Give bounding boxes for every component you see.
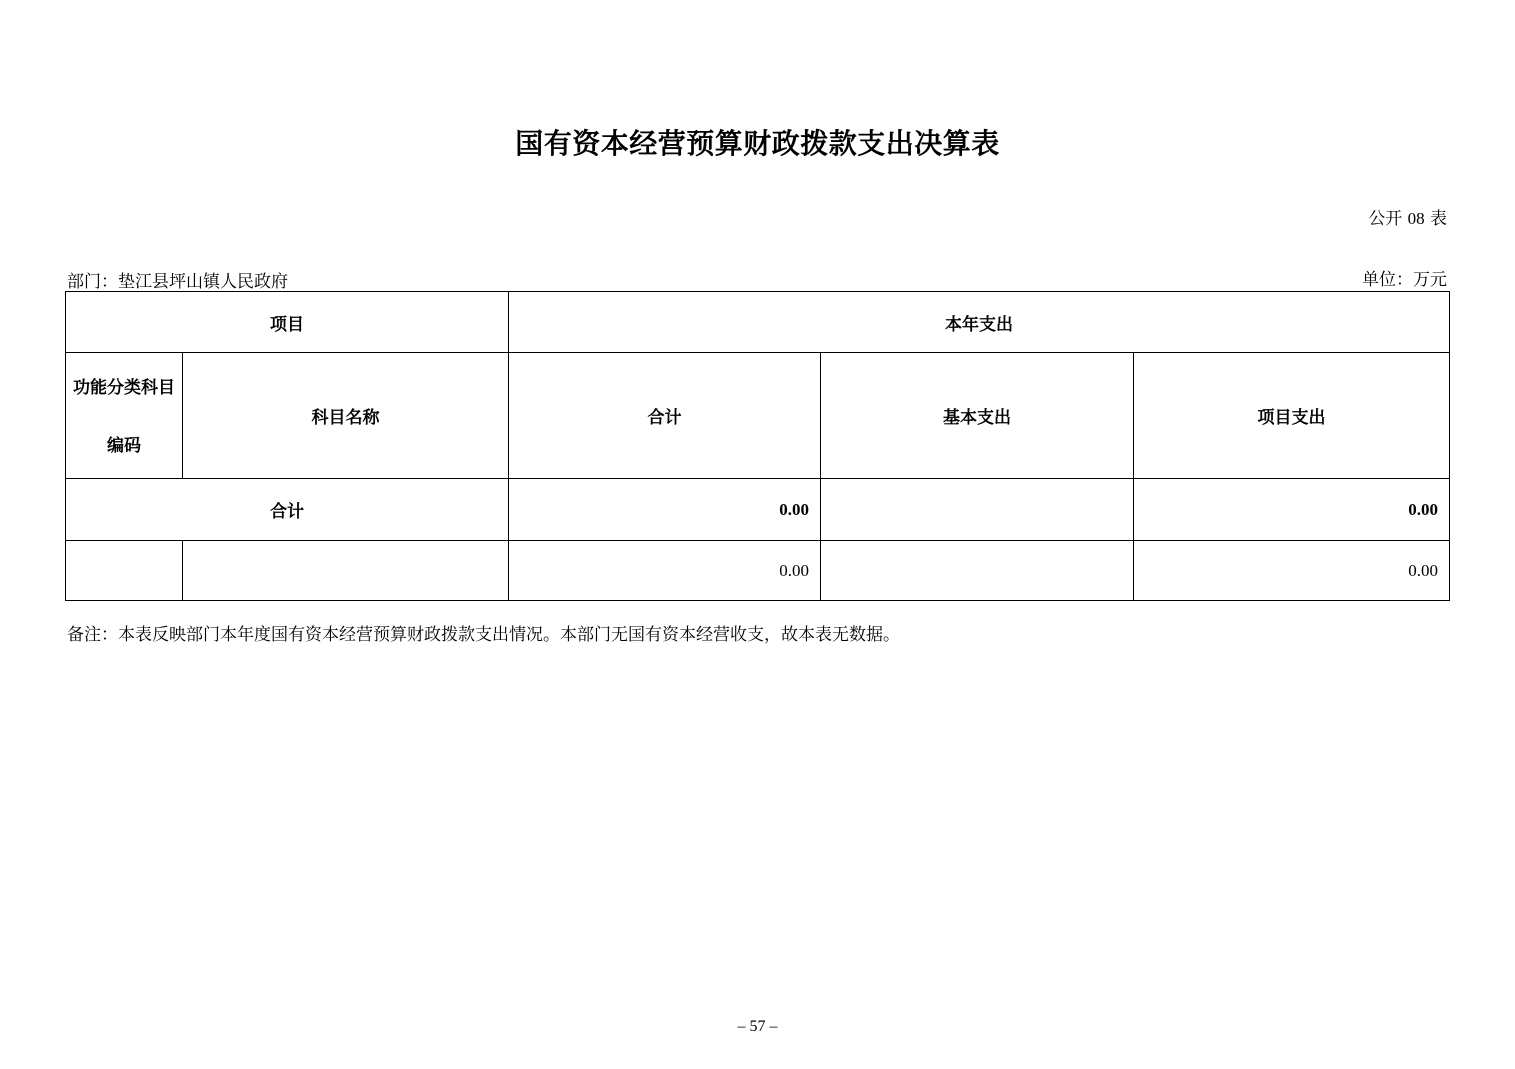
header-subject-name: 科目名称: [183, 353, 509, 479]
row-project: 0.00: [1134, 541, 1450, 601]
header-total: 合计: [509, 353, 821, 479]
total-row-project: 0.00: [1134, 479, 1450, 541]
group-header-row: [66, 292, 1450, 353]
total-row-label: 合计: [66, 479, 509, 541]
column-header-row: [66, 353, 1450, 479]
department-label: 部门：垫江县坪山镇人民政府: [67, 272, 288, 292]
total-row-basic: [821, 479, 1134, 541]
row-basic: [821, 541, 1134, 601]
header-function-code-line2: 编码: [107, 435, 141, 456]
form-suffix: 表: [1430, 209, 1447, 229]
table-row: [66, 541, 1450, 601]
form-number: 08: [1407, 209, 1425, 228]
header-function-code-line1: 功能分类科目: [73, 377, 175, 398]
unit-label: 单位：万元: [1362, 270, 1447, 290]
header-project-expense: 项目支出: [1134, 353, 1450, 479]
expense-table: [65, 291, 1450, 601]
total-row: [66, 479, 1450, 541]
row-name: [183, 541, 509, 601]
row-code: [66, 541, 183, 601]
total-row-total: 0.00: [509, 479, 821, 541]
header-function-code: [66, 353, 183, 479]
header-basic-expense: 基本支出: [821, 353, 1134, 479]
table-note: 备注：本表反映部门本年度国有资本经营预算财政拨款支出情况。本部门无国有资本经营收支，故本表无数据。: [67, 625, 900, 645]
page-number: – 57 –: [737, 1018, 778, 1035]
header-current-year-expense: 本年支出: [509, 292, 1450, 353]
header-item: 项目: [66, 292, 509, 353]
row-total: 0.00: [509, 541, 821, 601]
form-number-label: [1368, 204, 1447, 229]
page-title: 国有资本经营预算财政拨款支出决算表: [515, 127, 1000, 160]
form-prefix: 公开: [1368, 209, 1403, 229]
